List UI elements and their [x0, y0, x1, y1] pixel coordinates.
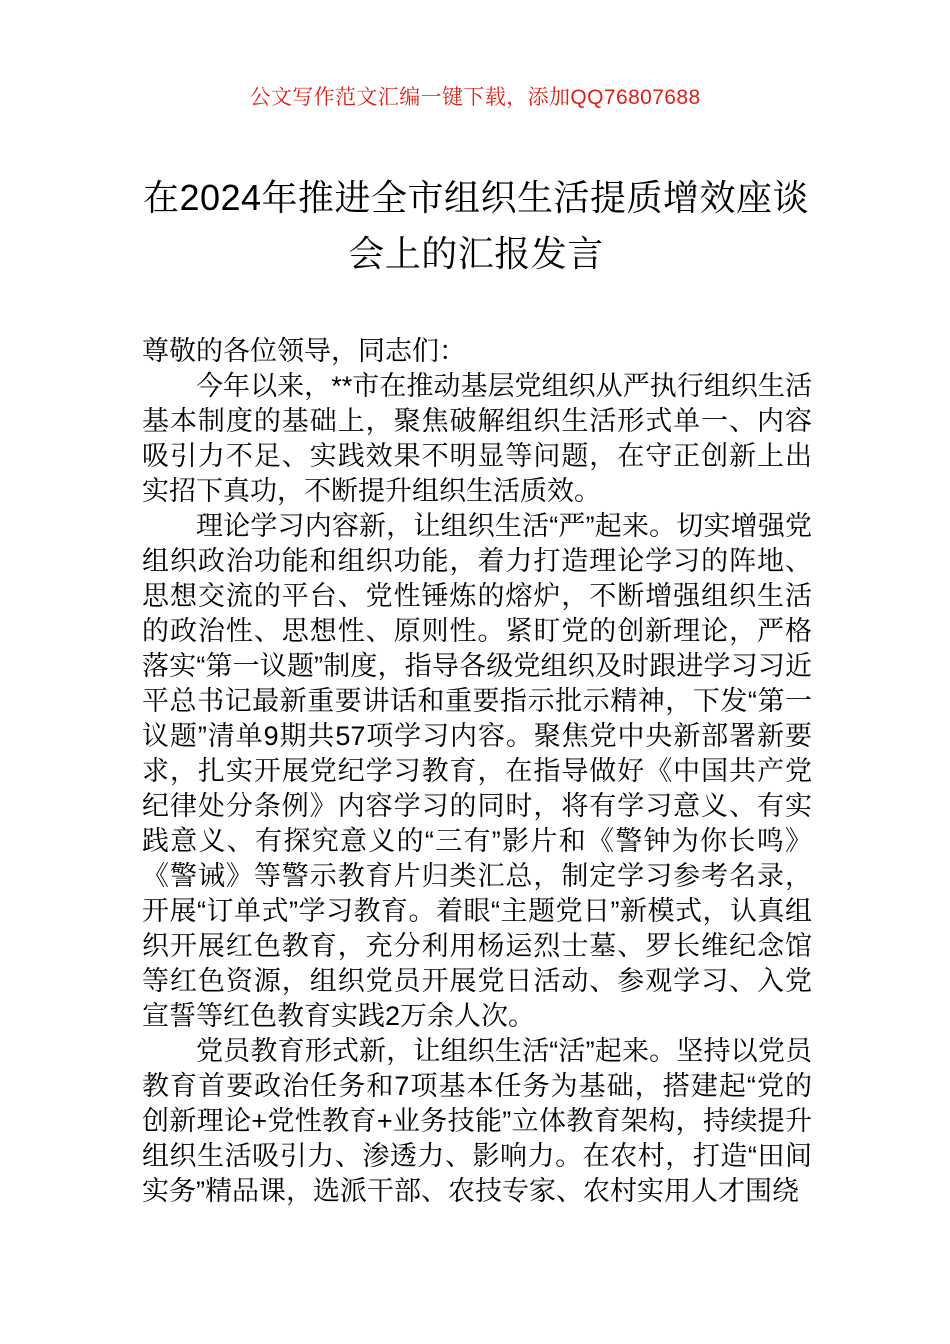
body-paragraph: 理论学习内容新，让组织生活“严”起来。切实增强党组织政治功能和组织功能，着力打造理论学习的阵地、思想交流的平台、党性锤炼的熔炉，不断增强组织生活的政治性、思想性、原则性。紧盯党的创新理论，严格落实“第一议题”制度，指导各级党组织及时跟进学习习近平总书记最新重要讲话和重要指示批示精神，下发“第一议题”清单9期共57项学习内容。聚焦党中央新部署新要求，扎实开展党纪学习教育，在指导做好《中国共产党纪律处分条例》内容学习的同时，将有学习意义、有实践意义、有探究意义的“三有”影片和《警钟为你长鸣》《警诫》等警示教育片归类汇总，制定学习参考名录，开展“订单式”学习教育。着眼“主题党日”新模式，认真组织开展红色教育，充分利用杨运烈士墓、罗长维纪念馆等红色资源，组织党员开展党日活动、参观学习、入党宣誓等红色教育实践2万余人次。 — [142, 511, 812, 1031]
document-body — [142, 334, 812, 1209]
promo-banner-text: 公文写作范文汇编一键下载，添加QQ76807688 — [249, 86, 701, 109]
salutation-line: 尊敬的各位领导，同志们： — [142, 336, 466, 366]
body-paragraph: 今年以来，**市在推动基层党组织从严执行组织生活基本制度的基础上，聚焦破解组织生活形式单一、内容吸引力不足、实践效果不明显等问题，在守正创新上出实招下真功，不断提升组织生活质效。 — [142, 371, 812, 506]
body-paragraph: 党员教育形式新，让组织生活“活”起来。坚持以党员教育首要政治任务和7项基本任务为基础，搭建起“党的创新理论+党性教育+业务技能”立体教育架构，持续提升组织生活吸引力、渗透力、影响力。在农村，打造“田间实务”精品课，选派干部、农技专家、农村实用人才围绕 — [142, 1036, 812, 1206]
document-title: 在2024年推进全市组织生活提质增效座谈会上的汇报发言 — [142, 177, 810, 274]
